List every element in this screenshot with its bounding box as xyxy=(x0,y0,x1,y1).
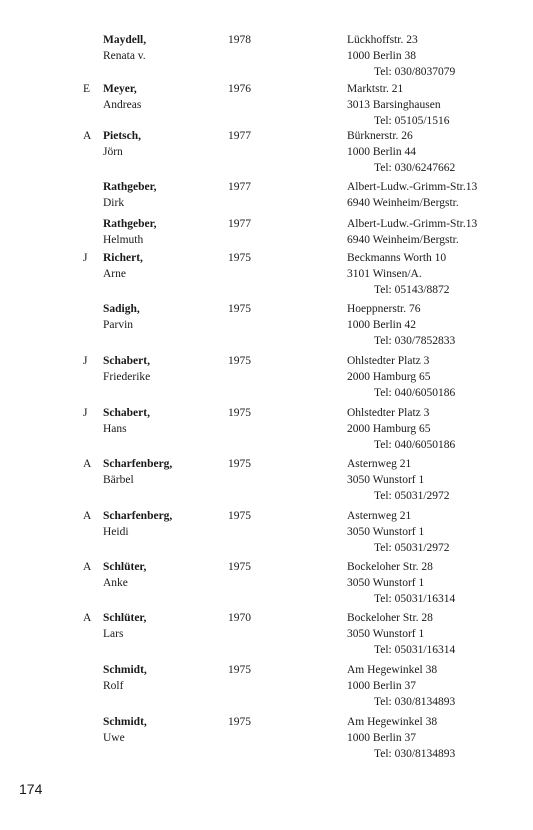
entry-firstname: Hans xyxy=(103,423,127,435)
entry-surname: Richert, xyxy=(103,252,143,264)
directory-entry xyxy=(0,405,533,459)
entry-surname: Rathgeber, xyxy=(103,181,157,193)
entry-city: 3050 Wunstorf 1 xyxy=(347,577,425,589)
entry-surname: Maydell, xyxy=(103,34,147,46)
entry-phone: Tel: 05143/8872 xyxy=(374,284,450,296)
entry-city: 2000 Hamburg 65 xyxy=(347,423,431,435)
entry-year: 1975 xyxy=(228,407,251,419)
directory-entry xyxy=(0,301,533,355)
entry-city: 2000 Hamburg 65 xyxy=(347,371,431,383)
entry-street: Bockeloher Str. 28 xyxy=(347,561,433,573)
entry-surname: Schlüter, xyxy=(103,612,147,624)
entry-street: Am Hegewinkel 38 xyxy=(347,716,438,728)
entry-city: 3101 Winsen/A. xyxy=(347,268,422,280)
entry-year: 1975 xyxy=(228,510,251,522)
entry-marker: A xyxy=(83,510,92,522)
entry-year: 1977 xyxy=(228,218,251,230)
entry-year: 1975 xyxy=(228,458,251,470)
entry-city: 6940 Weinheim/Bergstr. xyxy=(347,197,459,209)
directory-entry xyxy=(0,353,533,407)
entry-firstname: Helmuth xyxy=(103,234,144,246)
directory-entry xyxy=(0,32,533,86)
entry-surname: Schabert, xyxy=(103,407,150,419)
entry-phone: Tel: 05031/16314 xyxy=(374,593,456,605)
entry-year: 1975 xyxy=(228,303,251,315)
entry-year: 1975 xyxy=(228,664,251,676)
entry-year: 1975 xyxy=(228,252,251,264)
entry-phone: Tel: 05105/1516 xyxy=(374,115,450,127)
entry-city: 3013 Barsinghausen xyxy=(347,99,441,111)
entry-city: 1000 Berlin 37 xyxy=(347,732,416,744)
entry-street: Hoeppnerstr. 76 xyxy=(347,303,421,315)
entry-surname: Scharfenberg, xyxy=(103,458,173,470)
entry-firstname: Anke xyxy=(103,577,128,589)
directory-entry xyxy=(0,662,533,716)
entry-phone: Tel: 05031/16314 xyxy=(374,644,456,656)
entry-city: 3050 Wunstorf 1 xyxy=(347,526,425,538)
directory-entry xyxy=(0,128,533,182)
entry-street: Asternweg 21 xyxy=(347,458,412,470)
entry-firstname: Parvin xyxy=(103,319,134,331)
entry-year: 1975 xyxy=(228,355,251,367)
entry-street: Asternweg 21 xyxy=(347,510,412,522)
entry-firstname: Rolf xyxy=(103,680,124,692)
entry-street: Ohlstedter Platz 3 xyxy=(347,355,430,367)
entry-surname: Schabert, xyxy=(103,355,150,367)
entry-phone: Tel: 05031/2972 xyxy=(374,490,450,502)
entry-phone: Tel: 030/6247662 xyxy=(374,162,456,174)
entry-city: 1000 Berlin 38 xyxy=(347,50,416,62)
entry-phone: Tel: 030/8134893 xyxy=(374,748,456,760)
entry-surname: Schlüter, xyxy=(103,561,147,573)
entry-marker: E xyxy=(83,83,91,95)
entry-firstname: Andreas xyxy=(103,99,142,111)
entry-marker: A xyxy=(83,561,92,573)
directory-entry xyxy=(0,610,533,664)
directory-entry xyxy=(0,81,533,135)
entry-street: Ohlstedter Platz 3 xyxy=(347,407,430,419)
directory-entry xyxy=(0,456,533,510)
entry-year: 1970 xyxy=(228,612,251,624)
directory-entry xyxy=(0,559,533,613)
entry-phone: Tel: 05031/2972 xyxy=(374,542,450,554)
entry-firstname: Heidi xyxy=(103,526,129,538)
entry-marker: J xyxy=(83,252,88,264)
entry-marker: A xyxy=(83,458,92,470)
entry-firstname: Lars xyxy=(103,628,124,640)
entry-phone: Tel: 040/6050186 xyxy=(374,439,456,451)
entry-surname: Sadigh, xyxy=(103,303,140,315)
page-number: 174 xyxy=(19,781,43,797)
entry-city: 6940 Weinheim/Bergstr. xyxy=(347,234,459,246)
directory-entry xyxy=(0,714,533,768)
directory-entry xyxy=(0,250,533,304)
entry-year: 1975 xyxy=(228,716,251,728)
entry-surname: Pietsch, xyxy=(103,130,142,142)
entry-phone: Tel: 030/7852833 xyxy=(374,335,456,347)
entry-firstname: Uwe xyxy=(103,732,125,744)
entry-street: Marktstr. 21 xyxy=(347,83,404,95)
entry-phone: Tel: 040/6050186 xyxy=(374,387,456,399)
entry-year: 1975 xyxy=(228,561,251,573)
entry-firstname: Jörn xyxy=(103,146,123,158)
entry-marker: J xyxy=(83,407,88,419)
entry-surname: Schmidt, xyxy=(103,664,147,676)
entry-surname: Schmidt, xyxy=(103,716,147,728)
entry-firstname: Dirk xyxy=(103,197,125,209)
entry-surname: Rathgeber, xyxy=(103,218,157,230)
entry-year: 1977 xyxy=(228,130,251,142)
entry-firstname: Friederike xyxy=(103,371,151,383)
entry-street: Lückhoffstr. 23 xyxy=(347,34,418,46)
entry-year: 1977 xyxy=(228,181,251,193)
entry-street: Am Hegewinkel 38 xyxy=(347,664,438,676)
entry-street: Bürknerstr. 26 xyxy=(347,130,413,142)
entry-city: 3050 Wunstorf 1 xyxy=(347,474,425,486)
entry-street: Albert-Ludw.-Grimm-Str.13 xyxy=(347,218,478,230)
entry-surname: Scharfenberg, xyxy=(103,510,173,522)
entry-year: 1978 xyxy=(228,34,251,46)
entry-city: 1000 Berlin 37 xyxy=(347,680,416,692)
entry-firstname: Arne xyxy=(103,268,126,280)
entry-phone: Tel: 030/8134893 xyxy=(374,696,456,708)
entry-city: 3050 Wunstorf 1 xyxy=(347,628,425,640)
entry-firstname: Renata v. xyxy=(103,50,146,62)
entry-firstname: Bärbel xyxy=(103,474,134,486)
entry-street: Beckmanns Worth 10 xyxy=(347,252,447,264)
entry-marker: J xyxy=(83,355,88,367)
entry-city: 1000 Berlin 44 xyxy=(347,146,416,158)
entry-marker: A xyxy=(83,130,92,142)
entry-city: 1000 Berlin 42 xyxy=(347,319,416,331)
entry-street: Bockeloher Str. 28 xyxy=(347,612,433,624)
entry-street: Albert-Ludw.-Grimm-Str.13 xyxy=(347,181,478,193)
entry-phone: Tel: 030/8037079 xyxy=(374,66,456,78)
directory-entry xyxy=(0,508,533,562)
entry-year: 1976 xyxy=(228,83,251,95)
entry-marker: A xyxy=(83,612,92,624)
entry-surname: Meyer, xyxy=(103,83,137,95)
